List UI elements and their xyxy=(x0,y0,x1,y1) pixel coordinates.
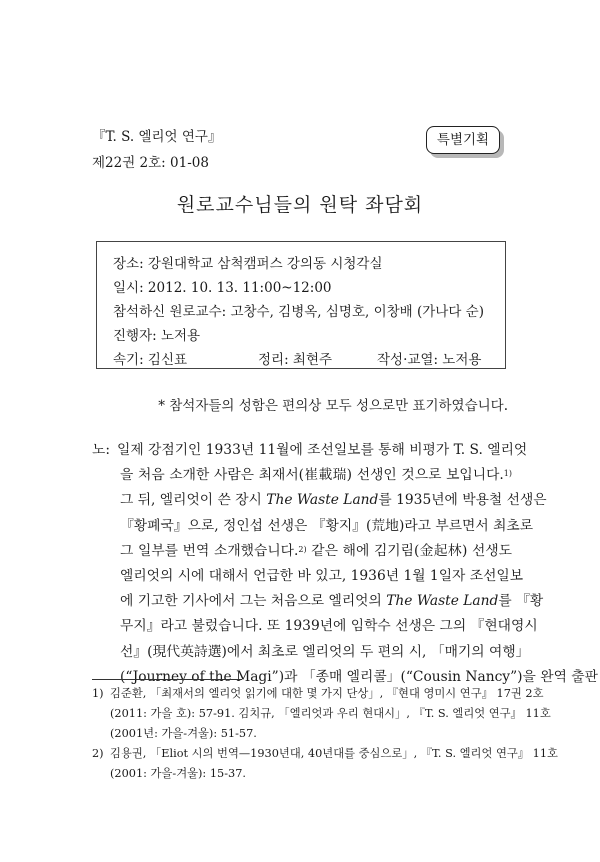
body-line: 선』(現代英詩選)에서 최초로 엘리엇의 두 편의 시, 「매기의 여행」 xyxy=(120,643,530,660)
info-place: 장소: 강원대학교 삼척캠퍼스 강의동 시청각실 xyxy=(113,256,383,272)
body-line: 에 기고한 기사에서 그는 처음으로 엘리엇의 The Waste Land를 『황 xyxy=(120,593,544,610)
info-moderator: 진행자: 노저용 xyxy=(113,328,201,344)
body-line: (“Journey of the Magi”)과 「종매 엘리콜」(“Cousin Nancy”)을 완역 출판 xyxy=(120,668,598,685)
body-line: 그 일부를 번역 소개했습니다.$^{2)}$ 같은 해에 김기림(金起林) 선생도 xyxy=(120,542,512,559)
name-notation-note: * 참석자들의 성함은 편의상 모두 성으로만 표기하였습니다. xyxy=(158,398,508,414)
work-title-waste-land: The Waste Land xyxy=(386,593,499,610)
body-line: 무지』라고 불렀습니다. 또 1939년에 임학수 선생은 그의 『현대영시 xyxy=(120,618,538,635)
body-line: 일제 강점기인 1933년 11월에 조선일보를 통해 비평가 T. S. 엘리엇 xyxy=(117,442,528,458)
footnote-text: (2001년: 가을-겨울): 51-57. xyxy=(110,727,257,740)
body-line: 그 뒤, 엘리엇이 쓴 장시 The Waste Land를 1935년에 박용철 선생은 xyxy=(120,492,547,509)
footnote-text: 김용권, 「Eliot 시의 번역—1930년대, 40년대를 중심으로」, 『T. S. 엘리엇 연구』 11호 xyxy=(110,747,558,760)
body-line: 엘리엇의 시에 대해서 언급한 바 있고, 1936년 1월 1일자 조선일보 xyxy=(120,567,524,584)
footnote-ref-2[interactable]: 2) xyxy=(298,544,307,554)
special-feature-badge: 특별기획 xyxy=(426,126,500,154)
footnote-text: (2011: 가을 호): 57-91. 김치규, 「엘리엇과 우리 현대시」, 『T. S. 엘리엇 연구』 11호 xyxy=(110,707,551,720)
body-line: 을 처음 소개한 사람은 최재서(崔載瑞) 선생인 것으로 보입니다.$^{1)}$ xyxy=(120,467,512,484)
info-participants: 참석하신 원로교수: 고창수, 김병옥, 심명호, 이창배 (가나다 순) xyxy=(113,304,484,320)
work-title-waste-land: The Waste Land xyxy=(266,492,379,509)
info-stenographer: 속기: 김신표 xyxy=(113,352,188,368)
info-writer: 작성·교열: 노저용 xyxy=(377,352,482,368)
transcript-body xyxy=(92,438,598,690)
footnote-text: (2001: 가을-겨울): 15-37. xyxy=(110,767,246,780)
session-info-box xyxy=(96,241,506,369)
speaker-label: 노: xyxy=(92,442,110,458)
body-line: 『황폐국』으로, 정인섭 선생은 『황지』(荒地)라고 부르면서 최초로 xyxy=(120,517,534,534)
article-title: 원로교수님들의 원탁 좌담회 xyxy=(176,194,424,216)
footnotes xyxy=(92,684,558,784)
volume-info: 제22권 2호: 01-08 xyxy=(92,155,209,171)
footnote-divider xyxy=(92,679,242,680)
footnote-number: 1) xyxy=(92,687,104,700)
info-organizer: 정리: 최현주 xyxy=(258,352,333,368)
footnote-number: 2) xyxy=(92,747,104,760)
journal-name: 『T. S. 엘리엇 연구』 xyxy=(92,129,222,145)
info-credits xyxy=(113,348,505,372)
journal-header xyxy=(92,124,221,176)
footnote-text: 김준환, 「최재서의 엘리엇 읽기에 대한 몇 가지 단상」, 『현대 영미시 연구』 17권 2호 xyxy=(110,687,544,700)
info-datetime: 일시: 2012. 10. 13. 11:00~12:00 xyxy=(113,280,332,296)
footnote-ref-1[interactable]: 1) xyxy=(503,469,512,479)
